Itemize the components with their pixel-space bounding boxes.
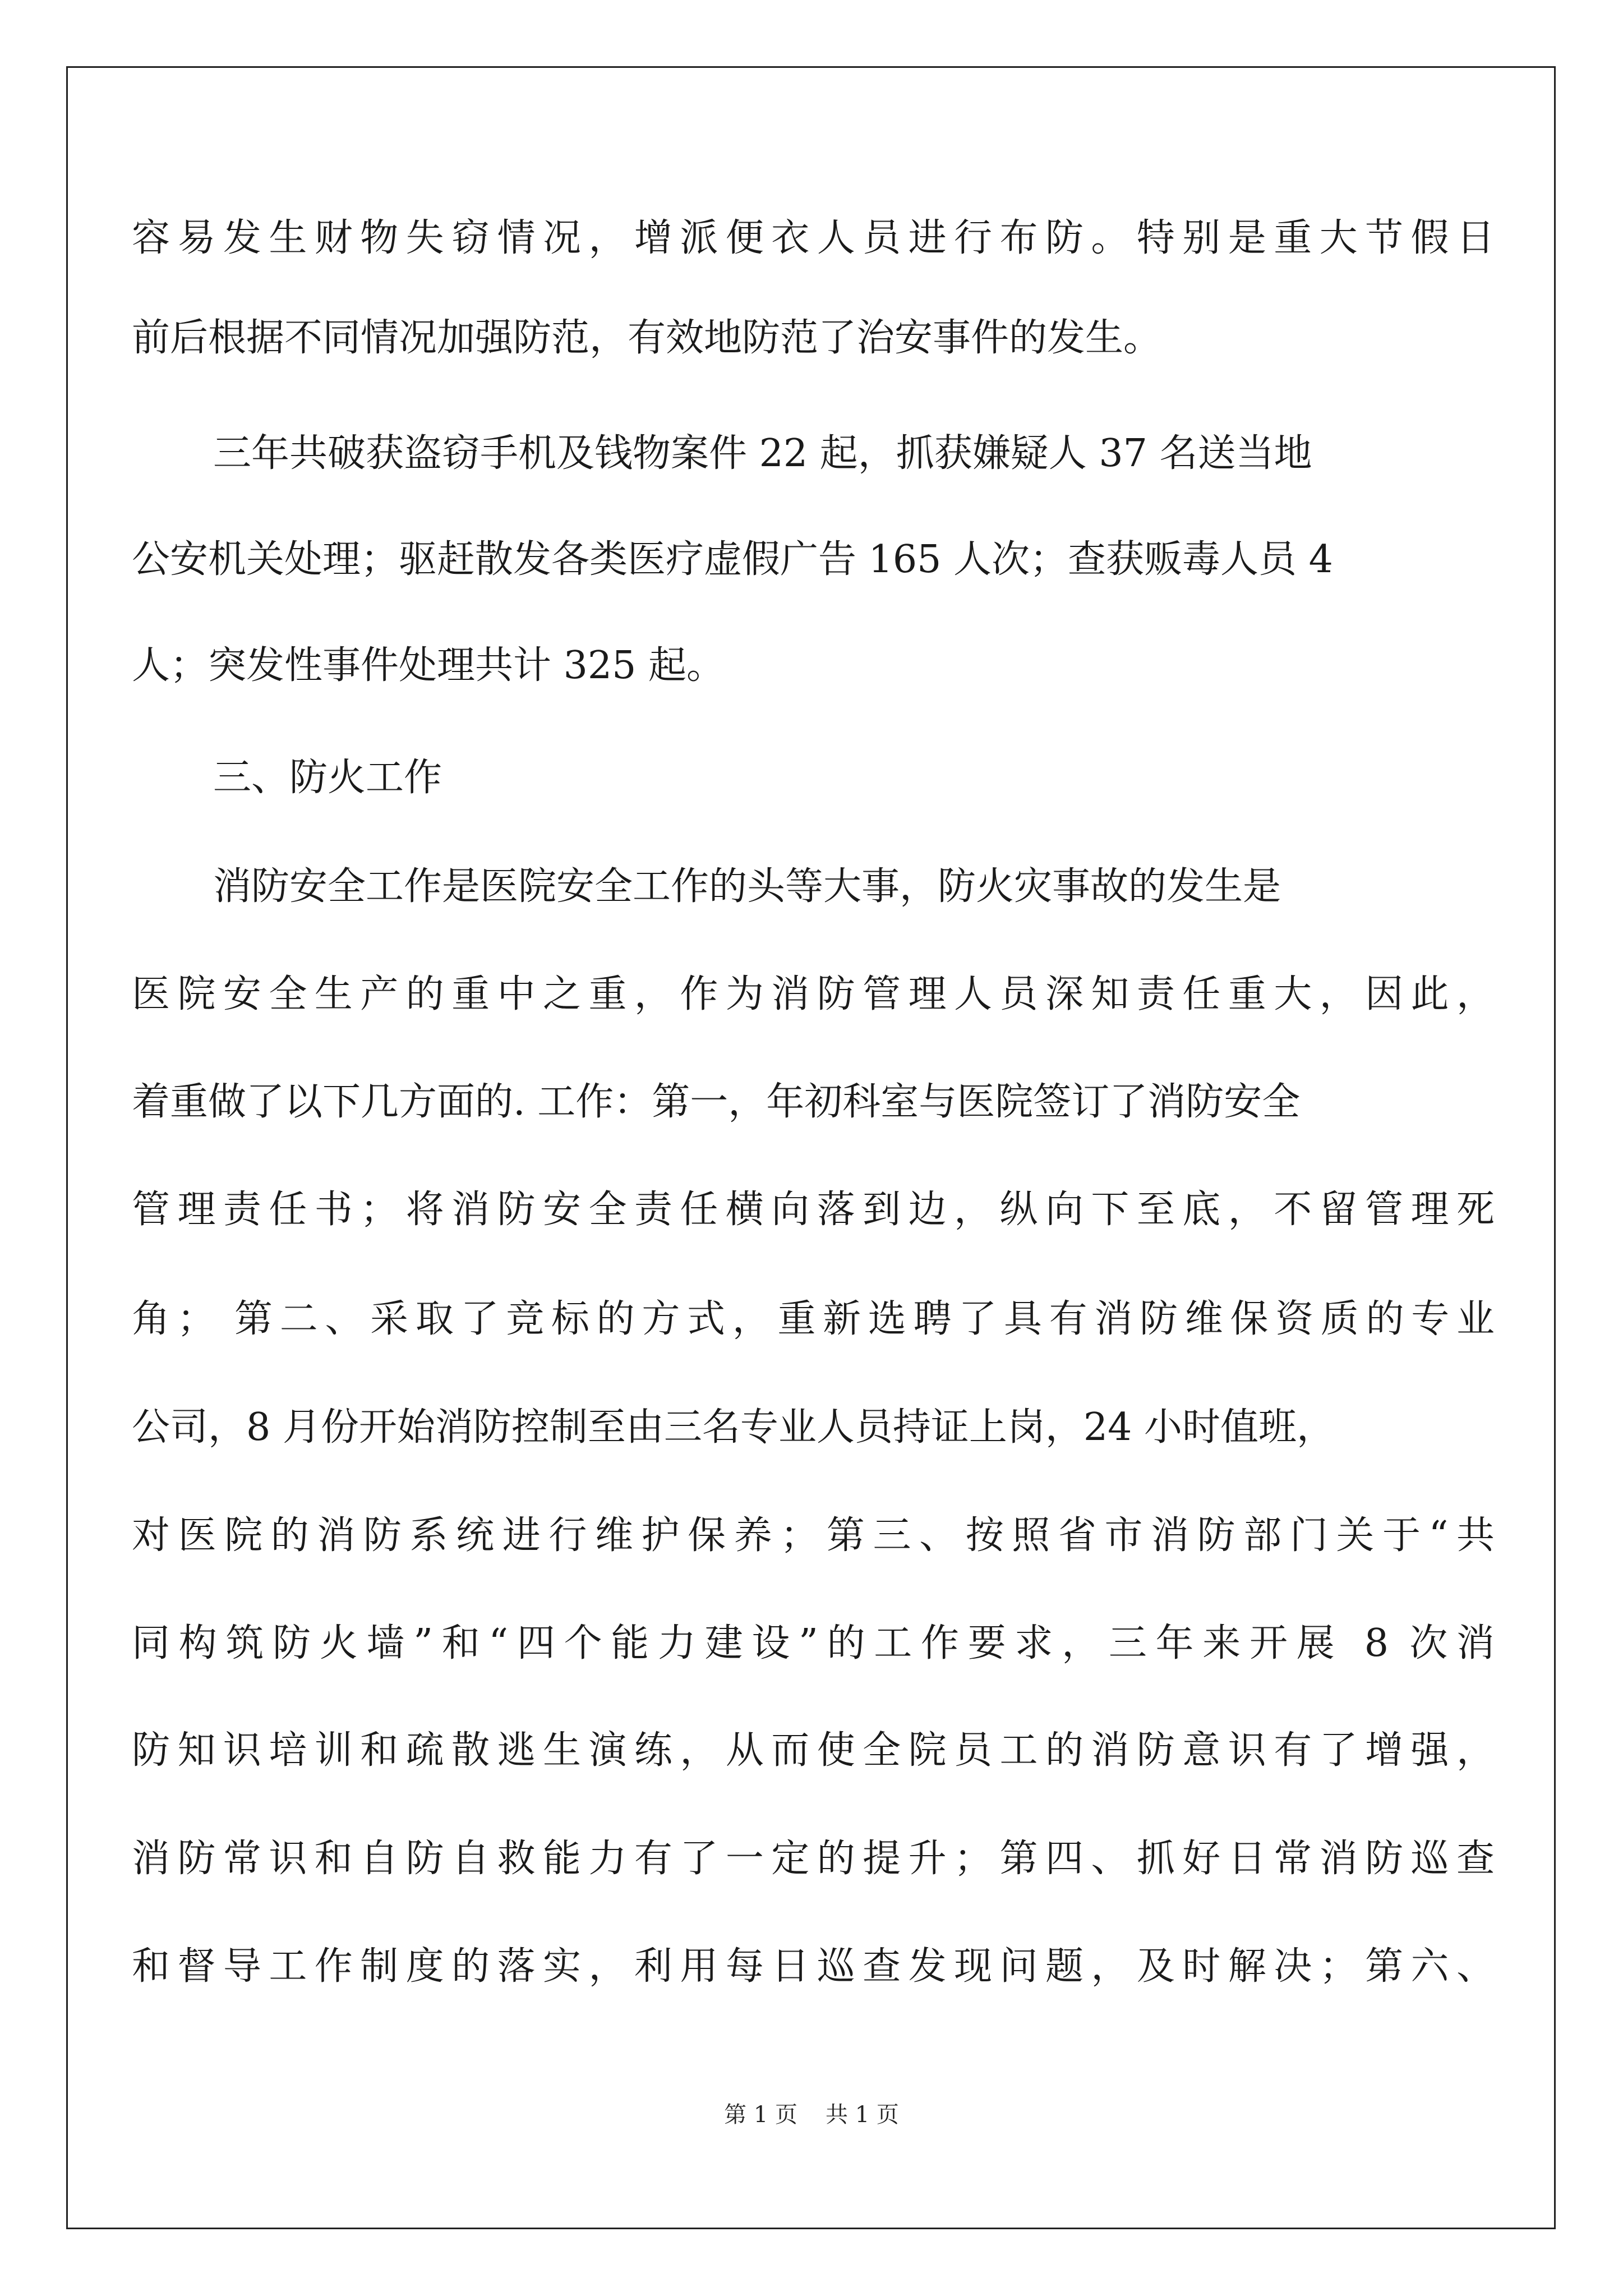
text-line: 角； 第二、采取了竞标的方式，重新选聘了具有消防维保资质的专业 (132, 1297, 1495, 1341)
section-heading: 三、防火工作 (213, 756, 442, 800)
text-line: 容易发生财物失窃情况，增派便衣人员进行布防。特别是重大节假日 (132, 216, 1495, 260)
text-line: 公司，8 月份开始消防控制至由三名专业人员持证上岗，24 小时值班， (132, 1405, 1335, 1450)
text-line: 前后根据不同情况加强防范，有效地防范了治安事件的发生。 (132, 316, 1162, 360)
text-line: 管理责任书；将消防安全责任横向落到边，纵向下至底，不留管理死 (132, 1188, 1495, 1232)
text-line: 消防常识和自防自救能力有了一定的提升；第四、抓好日常消防巡查 (132, 1837, 1495, 1881)
text-line: 着重做了以下几方面的. 工作：第一，年初科室与医院签订了消防安全 (132, 1080, 1301, 1124)
paragraph-start-line: 三年共破获盗窃手机及钱物案件 22 起，抓获嫌疑人 37 名送当地 (213, 431, 1312, 476)
page-number: 第 1 页 (724, 2102, 797, 2128)
text-line: 和督导工作制度的落实，利用每日巡查发现问题，及时解决；第六、 (132, 1944, 1495, 1989)
text-line: 防知识培训和疏散逃生演练，从而使全院员工的消防意识有了增强， (132, 1728, 1495, 1773)
page-footer (0, 2101, 1623, 2129)
page-border (66, 66, 1556, 2229)
text-line: 公安机关处理；驱赶散发各类医疗虚假广告 165 人次；查获贩毒人员 4 (132, 537, 1333, 582)
text-line: 同构筑防火墙”和“四个能力建设”的工作要求，三年来开展 8 次消 (132, 1621, 1495, 1665)
text-line: 人；突发性事件处理共计 325 起。 (132, 643, 725, 688)
text-line: 医院安全生产的重中之重，作为消防管理人员深知责任重大，因此， (132, 972, 1495, 1016)
text-line: 对医院的消防系统进行维护保养；第三、按照省市消防部门关于“共 (132, 1513, 1495, 1558)
page-count: 共 1 页 (826, 2102, 899, 2128)
paragraph-start-line: 消防安全工作是医院安全工作的头等大事，防火灾事故的发生是 (213, 864, 1281, 909)
